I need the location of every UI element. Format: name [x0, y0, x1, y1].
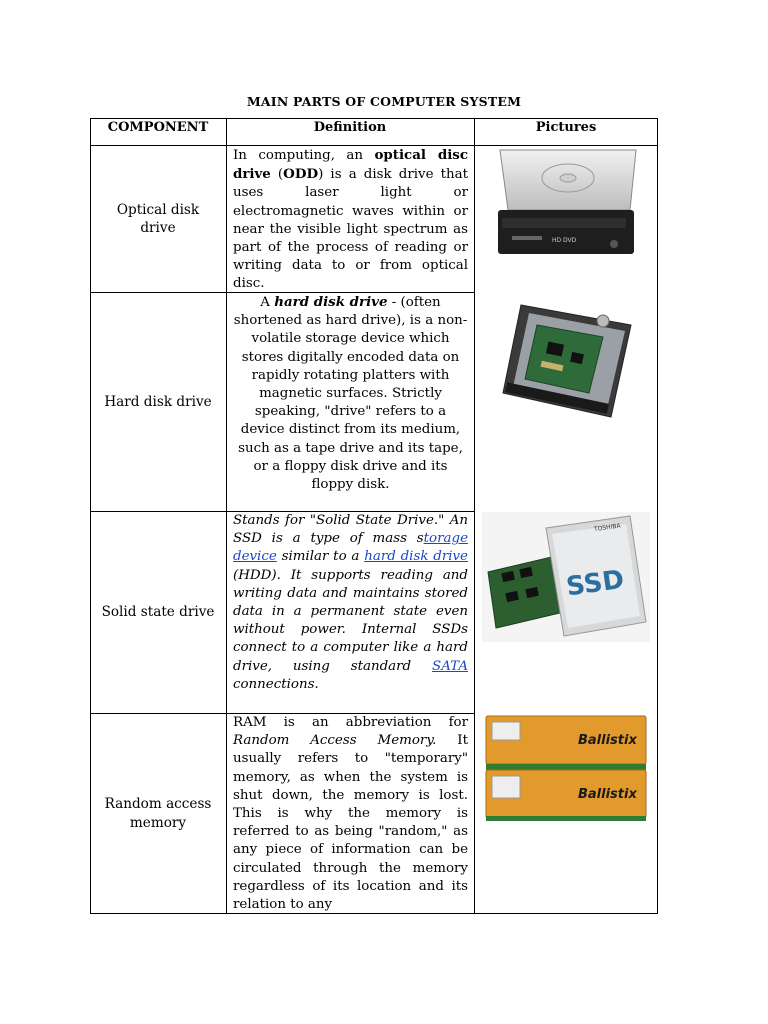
component-optical-disk-drive: Optical disk drive: [116, 201, 200, 236]
component-random-access-memory: Random access memory: [104, 796, 212, 831]
storage-device-link[interactable]: torage device: [233, 531, 468, 565]
picture-solid-state-drive: [475, 512, 657, 713]
ram-modules-image: [482, 714, 650, 822]
header-definition: Definition: [313, 120, 387, 135]
table-border-right: [657, 118, 658, 914]
component-hard-disk-drive: Hard disk drive: [104, 393, 212, 410]
component-solid-state-drive: Solid state drive: [101, 604, 215, 621]
sata-link[interactable]: SATA: [432, 658, 468, 674]
definition-random-access-memory: RAM is an abbreviation for Random Access Memory. It usually refers to "temporary" memory, as when the system is shut down, the memory is lost. This is why the memory is referred to as being "random," as any piece of information can be circulated through the memory regardless of its location and its relation to any: [233, 715, 468, 913]
table-border-bottom: [90, 913, 658, 914]
page-title: MAIN PARTS OF COMPUTER SYSTEM: [246, 94, 522, 109]
solid-state-drive-image: [482, 512, 650, 642]
definition-optical-disk-drive: In computing, an optical disc drive (ODD) is a disk drive that uses laser light or electromagnetic waves within or near the visible light spectrum as part of the process of reading or writing data to or from optical disc.: [233, 147, 468, 292]
picture-optical-disk-drive: [475, 146, 657, 292]
ssd-label-text: SSD: [564, 564, 626, 603]
ram-brand-text-1: Ballistix: [578, 733, 637, 748]
ram-brand-text-2: Ballistix: [578, 787, 637, 802]
ssd-brand-text: TOSHIBA: [593, 522, 622, 534]
components-table: [90, 118, 658, 914]
header-component: COMPONENT: [107, 120, 209, 135]
picture-random-access-memory: [475, 714, 657, 913]
svg-text:HD DVD: HD DVD: [552, 237, 577, 244]
definition-solid-state-drive: Stands for "Solid State Drive." An SSD is a type of mass storage device similar to a hard disk drive (HDD). It supports reading and writing data and maintains stored data in a permanent state even without power. Internal SSDs connect to a computer like a hard drive, using standard SATA connections.: [233, 513, 468, 692]
definition-hard-disk-drive: A hard disk drive - (often shortened as hard drive), is a non-volatile storage device which stores digitally encoded data on rapidly rotating platters with magnetic surfaces. Strictly speaking, "drive" refers to a device distinct from its medium, such as a tape drive and its tape, or a floppy disk drive and its floppy disk.: [233, 294, 468, 493]
hard-disk-drive-image: [491, 297, 641, 421]
header-pictures: Pictures: [535, 120, 597, 135]
optical-disk-drive-image: [490, 146, 642, 258]
hard-disk-drive-link[interactable]: hard disk drive: [364, 549, 468, 565]
picture-hard-disk-drive: [475, 293, 657, 511]
